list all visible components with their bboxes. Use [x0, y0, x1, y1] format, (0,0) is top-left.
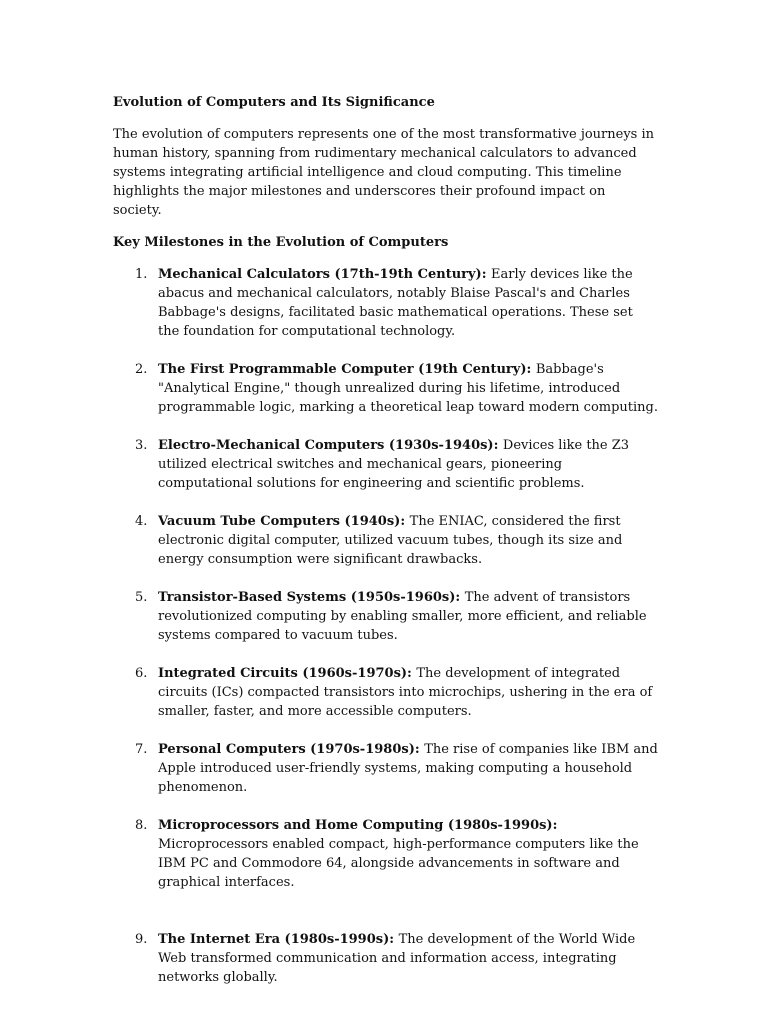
list-number: 3. — [135, 438, 148, 453]
milestone-item — [113, 740, 658, 797]
list-number: 7. — [135, 742, 148, 757]
milestone-heading: Electro-Mechanical Computers (1930s-1940s): — [158, 438, 503, 453]
milestone-text: The development of integrated circuits (ICs) compacted transistors into microchips, ushering in the era of smaller, faster, and more accessible computers. — [158, 666, 653, 719]
milestone-text: Babbage's "Analytical Engine," though unrealized during his lifetime, introduced programmable logic, marking a theoretical leap toward modern computing. — [158, 362, 659, 415]
milestone-text: Early devices like the abacus and mechanical calculators, notably Blaise Pascal's and Charles Babbage's designs, facilitated basic mathematical operations. These set the foundation for computational technology. — [158, 267, 633, 339]
milestone-item — [113, 816, 658, 892]
milestones-list — [113, 265, 658, 987]
milestone-item — [113, 436, 658, 493]
list-number: 8. — [135, 818, 148, 833]
milestone-text: The rise of companies like IBM and Apple introduced user-friendly systems, making computing a household phenomenon. — [158, 742, 658, 795]
milestone-item — [113, 930, 658, 987]
milestone-heading: Vacuum Tube Computers (1940s): — [158, 514, 410, 529]
section-heading: Key Milestones in the Evolution of Computers — [113, 235, 449, 250]
milestone-heading: The First Programmable Computer (19th Century): — [158, 362, 536, 377]
milestone-heading: The Internet Era (1980s-1990s): — [158, 932, 399, 947]
milestone-item — [113, 512, 658, 569]
milestone-item — [113, 664, 658, 721]
document-title: Evolution of Computers and Its Significance — [113, 95, 435, 110]
milestone-heading: Personal Computers (1970s-1980s): — [158, 742, 425, 757]
milestone-heading: Mechanical Calculators (17th-19th Century): — [158, 267, 492, 282]
intro-paragraph: The evolution of computers represents one of the most transformative journeys in human history, spanning from rudimentary mechanical calculators to advanced systems integrating artificial intelligence and cloud computing. This timeline highlights the major milestones and underscores their profound impact on society. — [113, 127, 655, 218]
milestone-text: The ENIAC, considered the first electronic digital computer, utilized vacuum tubes, though its size and energy consumption were significant drawbacks. — [158, 514, 623, 567]
milestone-item — [113, 588, 658, 645]
milestone-text: The development of the World Wide Web transformed communication and information access, integrating networks globally. — [158, 932, 636, 985]
list-number: 1. — [135, 267, 148, 282]
milestone-heading: Microprocessors and Home Computing (1980s-1990s): — [158, 818, 558, 833]
milestone-text: The advent of transistors revolutionized computing by enabling smaller, more efficient, and reliable systems compared to vacuum tubes. — [158, 590, 647, 643]
milestone-heading: Transistor-Based Systems (1950s-1960s): — [158, 590, 465, 605]
list-number: 2. — [135, 362, 148, 377]
document-page — [113, 93, 658, 1006]
milestone-text: Devices like the Z3 utilized electrical switches and mechanical gears, pioneering computational solutions for engineering and scientific problems. — [158, 438, 630, 491]
milestone-heading: Integrated Circuits (1960s-1970s): — [158, 666, 417, 681]
list-number: 5. — [135, 590, 148, 605]
milestone-item — [113, 360, 658, 417]
list-number: 6. — [135, 666, 148, 681]
list-number: 4. — [135, 514, 148, 529]
milestone-item — [113, 265, 658, 341]
milestone-text: Microprocessors enabled compact, high-performance computers like the IBM PC and Commodore 64, alongside advancements in software and graphical interfaces. — [158, 837, 639, 890]
list-number: 9. — [135, 932, 148, 947]
